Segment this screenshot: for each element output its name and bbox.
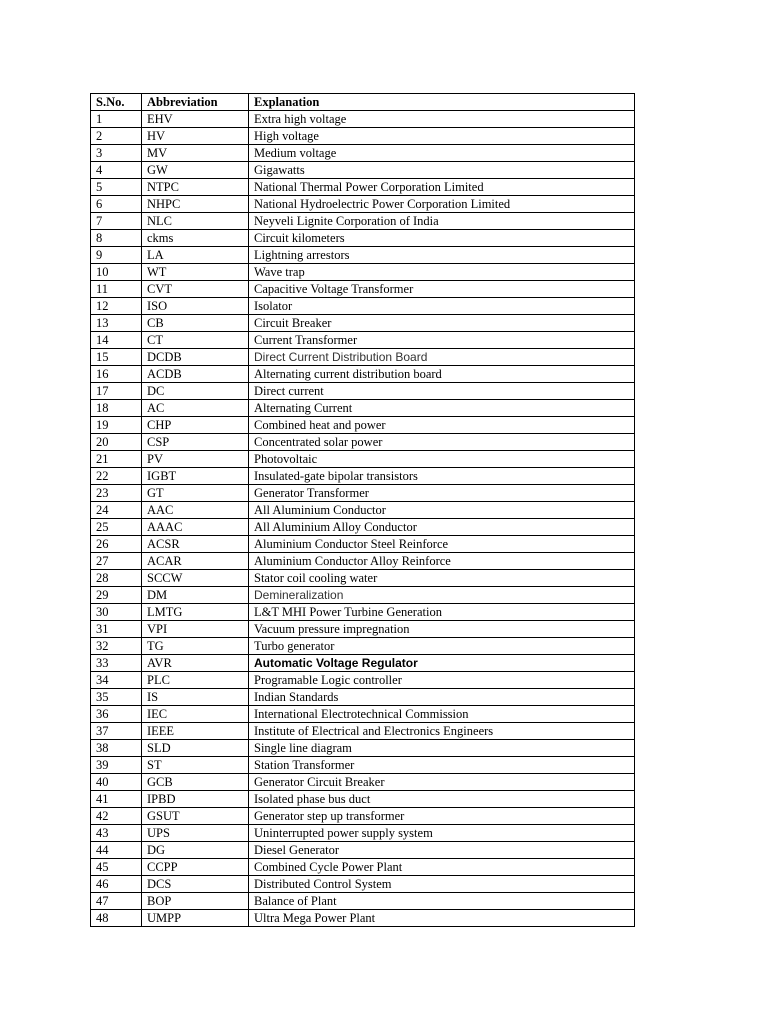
cell-explanation: Generator step up transformer xyxy=(249,808,635,825)
cell-sno: 43 xyxy=(91,825,142,842)
table-row xyxy=(91,757,635,774)
cell-sno: 1 xyxy=(91,111,142,128)
cell-explanation: Demineralization xyxy=(249,587,635,604)
cell-abbreviation: IPBD xyxy=(142,791,249,808)
cell-abbreviation: IEC xyxy=(142,706,249,723)
table-row xyxy=(91,893,635,910)
cell-sno: 11 xyxy=(91,281,142,298)
cell-explanation: Photovoltaic xyxy=(249,451,635,468)
cell-abbreviation: SCCW xyxy=(142,570,249,587)
cell-abbreviation: BOP xyxy=(142,893,249,910)
cell-abbreviation: LMTG xyxy=(142,604,249,621)
table-row xyxy=(91,145,635,162)
cell-abbreviation: ST xyxy=(142,757,249,774)
cell-explanation: Combined Cycle Power Plant xyxy=(249,859,635,876)
cell-sno: 16 xyxy=(91,366,142,383)
table-header-row xyxy=(91,94,635,111)
cell-abbreviation: ACSR xyxy=(142,536,249,553)
cell-abbreviation: AAC xyxy=(142,502,249,519)
table-row xyxy=(91,740,635,757)
cell-explanation: Gigawatts xyxy=(249,162,635,179)
cell-explanation: Automatic Voltage Regulator xyxy=(249,655,635,672)
cell-explanation: Diesel Generator xyxy=(249,842,635,859)
cell-explanation: National Hydroelectric Power Corporation Limited xyxy=(249,196,635,213)
table-row xyxy=(91,791,635,808)
cell-explanation: All Aluminium Alloy Conductor xyxy=(249,519,635,536)
cell-abbreviation: GCB xyxy=(142,774,249,791)
cell-abbreviation: IS xyxy=(142,689,249,706)
cell-abbreviation: IGBT xyxy=(142,468,249,485)
cell-sno: 23 xyxy=(91,485,142,502)
cell-explanation: Alternating current distribution board xyxy=(249,366,635,383)
cell-explanation: Turbo generator xyxy=(249,638,635,655)
header-explanation: Explanation xyxy=(249,94,635,111)
cell-sno: 38 xyxy=(91,740,142,757)
cell-abbreviation: ACAR xyxy=(142,553,249,570)
cell-sno: 32 xyxy=(91,638,142,655)
cell-explanation: Ultra Mega Power Plant xyxy=(249,910,635,927)
cell-explanation: Aluminium Conductor Alloy Reinforce xyxy=(249,553,635,570)
table-row xyxy=(91,366,635,383)
cell-sno: 12 xyxy=(91,298,142,315)
table-row xyxy=(91,519,635,536)
cell-abbreviation: UMPP xyxy=(142,910,249,927)
cell-abbreviation: CSP xyxy=(142,434,249,451)
cell-explanation: Single line diagram xyxy=(249,740,635,757)
cell-abbreviation: SLD xyxy=(142,740,249,757)
cell-sno: 24 xyxy=(91,502,142,519)
table-row xyxy=(91,315,635,332)
cell-abbreviation: EHV xyxy=(142,111,249,128)
cell-explanation: Isolator xyxy=(249,298,635,315)
cell-explanation: Medium voltage xyxy=(249,145,635,162)
cell-abbreviation: NHPC xyxy=(142,196,249,213)
cell-sno: 15 xyxy=(91,349,142,366)
header-sno: S.No. xyxy=(91,94,142,111)
cell-sno: 35 xyxy=(91,689,142,706)
table-row xyxy=(91,111,635,128)
table-row xyxy=(91,723,635,740)
table-row xyxy=(91,349,635,366)
cell-sno: 47 xyxy=(91,893,142,910)
cell-sno: 30 xyxy=(91,604,142,621)
table-row xyxy=(91,910,635,927)
cell-explanation: All Aluminium Conductor xyxy=(249,502,635,519)
table-row xyxy=(91,298,635,315)
cell-sno: 45 xyxy=(91,859,142,876)
cell-abbreviation: HV xyxy=(142,128,249,145)
cell-explanation: Institute of Electrical and Electronics Engineers xyxy=(249,723,635,740)
cell-sno: 46 xyxy=(91,876,142,893)
cell-sno: 28 xyxy=(91,570,142,587)
cell-abbreviation: LA xyxy=(142,247,249,264)
table-row xyxy=(91,536,635,553)
cell-abbreviation: DM xyxy=(142,587,249,604)
cell-sno: 36 xyxy=(91,706,142,723)
cell-explanation: High voltage xyxy=(249,128,635,145)
cell-abbreviation: AVR xyxy=(142,655,249,672)
table-row xyxy=(91,230,635,247)
cell-sno: 44 xyxy=(91,842,142,859)
table-row xyxy=(91,400,635,417)
cell-explanation: Stator coil cooling water xyxy=(249,570,635,587)
table-row xyxy=(91,196,635,213)
cell-explanation: Indian Standards xyxy=(249,689,635,706)
cell-abbreviation: CCPP xyxy=(142,859,249,876)
cell-abbreviation: PLC xyxy=(142,672,249,689)
cell-explanation: Station Transformer xyxy=(249,757,635,774)
table-row xyxy=(91,281,635,298)
table-row xyxy=(91,417,635,434)
table-row xyxy=(91,655,635,672)
cell-sno: 21 xyxy=(91,451,142,468)
cell-abbreviation: AC xyxy=(142,400,249,417)
cell-explanation: Capacitive Voltage Transformer xyxy=(249,281,635,298)
cell-sno: 41 xyxy=(91,791,142,808)
cell-sno: 29 xyxy=(91,587,142,604)
table-row xyxy=(91,553,635,570)
cell-abbreviation: DG xyxy=(142,842,249,859)
cell-sno: 7 xyxy=(91,213,142,230)
cell-abbreviation: ACDB xyxy=(142,366,249,383)
cell-sno: 31 xyxy=(91,621,142,638)
table-row xyxy=(91,842,635,859)
cell-sno: 10 xyxy=(91,264,142,281)
cell-explanation: Vacuum pressure impregnation xyxy=(249,621,635,638)
cell-abbreviation: CHP xyxy=(142,417,249,434)
cell-sno: 3 xyxy=(91,145,142,162)
cell-abbreviation: CB xyxy=(142,315,249,332)
cell-sno: 4 xyxy=(91,162,142,179)
cell-explanation: Extra high voltage xyxy=(249,111,635,128)
cell-explanation: Programable Logic controller xyxy=(249,672,635,689)
cell-sno: 5 xyxy=(91,179,142,196)
cell-sno: 40 xyxy=(91,774,142,791)
cell-sno: 37 xyxy=(91,723,142,740)
table-row xyxy=(91,638,635,655)
cell-abbreviation: VPI xyxy=(142,621,249,638)
table-row xyxy=(91,383,635,400)
cell-abbreviation: AAAC xyxy=(142,519,249,536)
cell-abbreviation: TG xyxy=(142,638,249,655)
table-row xyxy=(91,502,635,519)
cell-explanation: Alternating Current xyxy=(249,400,635,417)
table-row xyxy=(91,264,635,281)
cell-sno: 34 xyxy=(91,672,142,689)
cell-abbreviation: ckms xyxy=(142,230,249,247)
table-row xyxy=(91,689,635,706)
table-row xyxy=(91,570,635,587)
table-row xyxy=(91,672,635,689)
cell-sno: 8 xyxy=(91,230,142,247)
cell-sno: 33 xyxy=(91,655,142,672)
cell-abbreviation: DC xyxy=(142,383,249,400)
cell-sno: 18 xyxy=(91,400,142,417)
table-row xyxy=(91,485,635,502)
cell-abbreviation: PV xyxy=(142,451,249,468)
cell-explanation: Aluminium Conductor Steel Reinforce xyxy=(249,536,635,553)
cell-explanation: Circuit kilometers xyxy=(249,230,635,247)
cell-abbreviation: GW xyxy=(142,162,249,179)
cell-explanation: Direct current xyxy=(249,383,635,400)
cell-explanation: Generator Transformer xyxy=(249,485,635,502)
cell-explanation: L&T MHI Power Turbine Generation xyxy=(249,604,635,621)
cell-abbreviation: UPS xyxy=(142,825,249,842)
cell-sno: 19 xyxy=(91,417,142,434)
cell-sno: 48 xyxy=(91,910,142,927)
cell-explanation: Circuit Breaker xyxy=(249,315,635,332)
cell-explanation: Uninterrupted power supply system xyxy=(249,825,635,842)
cell-sno: 22 xyxy=(91,468,142,485)
cell-sno: 2 xyxy=(91,128,142,145)
cell-explanation: Direct Current Distribution Board xyxy=(249,349,635,366)
table-row xyxy=(91,468,635,485)
table-row xyxy=(91,859,635,876)
cell-explanation: National Thermal Power Corporation Limited xyxy=(249,179,635,196)
cell-explanation: Generator Circuit Breaker xyxy=(249,774,635,791)
cell-abbreviation: ISO xyxy=(142,298,249,315)
table-row xyxy=(91,162,635,179)
abbreviation-table xyxy=(90,93,635,927)
cell-abbreviation: MV xyxy=(142,145,249,162)
table-row xyxy=(91,213,635,230)
cell-sno: 6 xyxy=(91,196,142,213)
cell-explanation: Isolated phase bus duct xyxy=(249,791,635,808)
cell-abbreviation: CVT xyxy=(142,281,249,298)
cell-explanation: Concentrated solar power xyxy=(249,434,635,451)
table-row xyxy=(91,451,635,468)
cell-abbreviation: DCS xyxy=(142,876,249,893)
table-row xyxy=(91,808,635,825)
cell-explanation: Distributed Control System xyxy=(249,876,635,893)
cell-abbreviation: NTPC xyxy=(142,179,249,196)
cell-abbreviation: WT xyxy=(142,264,249,281)
cell-sno: 17 xyxy=(91,383,142,400)
table-row xyxy=(91,332,635,349)
cell-explanation: Wave trap xyxy=(249,264,635,281)
cell-abbreviation: CT xyxy=(142,332,249,349)
table-row xyxy=(91,604,635,621)
cell-sno: 9 xyxy=(91,247,142,264)
header-abbreviation: Abbreviation xyxy=(142,94,249,111)
cell-explanation: Combined heat and power xyxy=(249,417,635,434)
cell-explanation: Neyveli Lignite Corporation of India xyxy=(249,213,635,230)
cell-sno: 13 xyxy=(91,315,142,332)
cell-abbreviation: GSUT xyxy=(142,808,249,825)
cell-abbreviation: IEEE xyxy=(142,723,249,740)
table-row xyxy=(91,587,635,604)
cell-explanation: Balance of Plant xyxy=(249,893,635,910)
cell-explanation: Insulated-gate bipolar transistors xyxy=(249,468,635,485)
table-row xyxy=(91,434,635,451)
table-row xyxy=(91,706,635,723)
table-row xyxy=(91,247,635,264)
cell-sno: 39 xyxy=(91,757,142,774)
table-row xyxy=(91,621,635,638)
table-row xyxy=(91,876,635,893)
cell-explanation: International Electrotechnical Commission xyxy=(249,706,635,723)
table-row xyxy=(91,774,635,791)
cell-sno: 20 xyxy=(91,434,142,451)
cell-sno: 14 xyxy=(91,332,142,349)
cell-sno: 42 xyxy=(91,808,142,825)
cell-sno: 25 xyxy=(91,519,142,536)
table-body xyxy=(91,111,635,927)
table-row xyxy=(91,179,635,196)
cell-sno: 27 xyxy=(91,553,142,570)
cell-sno: 26 xyxy=(91,536,142,553)
cell-abbreviation: GT xyxy=(142,485,249,502)
cell-explanation: Current Transformer xyxy=(249,332,635,349)
cell-explanation: Lightning arrestors xyxy=(249,247,635,264)
cell-abbreviation: DCDB xyxy=(142,349,249,366)
table-row xyxy=(91,128,635,145)
table-row xyxy=(91,825,635,842)
cell-abbreviation: NLC xyxy=(142,213,249,230)
